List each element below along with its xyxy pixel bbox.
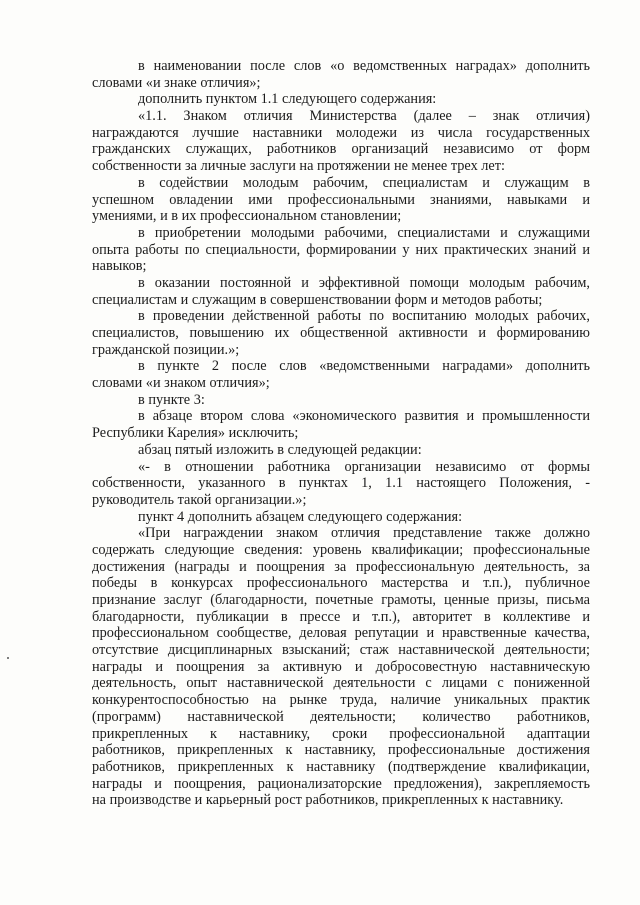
text-line: признание заслуг (благодарности, почетные грамоты, ценные призы, письма bbox=[92, 592, 590, 608]
text-line: умениями, и в их профессиональном становлении; bbox=[92, 208, 402, 225]
text-line: словами «и знаком отличия»; bbox=[92, 375, 270, 392]
text-line: собственности за личные заслуги на протяжении не менее трех лет: bbox=[92, 158, 505, 175]
text-line: «При награждении знаком отличия представление также должно bbox=[138, 525, 590, 542]
text-line: в приобретении молодыми рабочими, специалистами и служащими bbox=[138, 224, 590, 241]
text-line: (программ) наставнической деятельности; количество работников, bbox=[92, 708, 590, 725]
text-line: благодарности, публикации в прессе и т.п.), авторитет в коллективе и bbox=[92, 608, 590, 625]
text-line: собственности, указанного в пунктах 1, 1.1 настоящего Положения, - bbox=[92, 475, 590, 492]
text-line: награждаются лучшие наставники молодежи из числа государственных bbox=[92, 124, 590, 141]
text-line: в пункте 2 после слов «ведомственными наградами» дополнить bbox=[138, 358, 590, 375]
text-line: «1.1. Знаком отличия Министерства (далее – знак отличия) bbox=[138, 108, 590, 125]
text-line: в пункте 3: bbox=[138, 391, 205, 408]
text-line: «- в отношении работника организации независимо от формы bbox=[138, 458, 590, 475]
text-line: конкурентоспособностью на рынке труда, наличие уникальных практик bbox=[92, 692, 590, 709]
text-line: в оказании постоянной и эффективной помощи молодым рабочим, bbox=[138, 274, 590, 291]
text-line: работников, прикрепленных к наставнику, профессиональные достижения bbox=[92, 742, 590, 759]
text-line: прикрепленных к наставнику, сроки профессиональной адаптации bbox=[92, 725, 590, 742]
text-line: профессиональном сообществе, деловая репутации и нравственные качества, bbox=[92, 625, 590, 642]
text-line: достижения (награды и поощрения за профессиональную деятельность, за bbox=[92, 558, 590, 575]
text-line: абзац пятый изложить в следующей редакции: bbox=[138, 441, 422, 458]
text-line: отсутствие дисциплинарных взысканий; стаж наставнической деятельности; bbox=[92, 642, 590, 659]
text-line: навыков; bbox=[92, 258, 147, 275]
text-line: награды и поощрения, рационализаторские предложения), закрепляемость bbox=[92, 775, 590, 792]
text-line: гражданской позиции.»; bbox=[92, 341, 240, 358]
text-line: работников, прикрепленных к наставнику (подтверждение квалификации, bbox=[92, 758, 590, 775]
text-line: на производстве и карьерный рост работников, прикрепленных к наставнику. bbox=[92, 792, 564, 809]
text-line: награды и поощрения за активную и добросовестную наставническую bbox=[92, 658, 590, 675]
text-line: опыта работы по специальности, формировании у них практических знаний и bbox=[92, 241, 590, 258]
text-line: в абзаце втором слова «экономического развития и промышленности bbox=[138, 408, 590, 425]
text-line: руководитель такой организации.»; bbox=[92, 491, 307, 508]
text-line: гражданских служащих, работников организаций независимо от форм bbox=[92, 141, 590, 158]
text-line: в содействии молодым рабочим, специалистам и служащим в bbox=[138, 174, 590, 191]
text-line: Республики Карелия» исключить; bbox=[92, 425, 299, 442]
text-line: специалистов, повышению их общественной активности и формированию bbox=[92, 325, 590, 341]
text-line: специалистам и служащим в совершенствовании форм и методов работы; bbox=[92, 291, 543, 308]
text-line: в проведении действенной работы по воспитанию молодых рабочих, bbox=[138, 308, 590, 325]
text-line: деятельность, опыт наставнической деятельности с лицами с пониженной bbox=[92, 675, 590, 692]
text-line: содержать следующие сведения: уровень квалификации; профессиональные bbox=[92, 541, 590, 558]
text-line: дополнить пунктом 1.1 следующего содержания: bbox=[138, 91, 437, 108]
text-line: словами «и знаке отличия»; bbox=[92, 74, 261, 91]
scan-speck bbox=[7, 657, 9, 659]
document-page bbox=[92, 58, 590, 809]
text-line: успешном овладении ими профессиональными знаниями, навыками и bbox=[92, 191, 590, 208]
text-line: пункт 4 дополнить абзацем следующего содержания: bbox=[138, 508, 463, 525]
text-line: в наименовании после слов «о ведомственных наградах» дополнить bbox=[138, 58, 590, 74]
text-line: победы в конкурсах профессионального мастерства и т.п.), публичное bbox=[92, 575, 590, 592]
